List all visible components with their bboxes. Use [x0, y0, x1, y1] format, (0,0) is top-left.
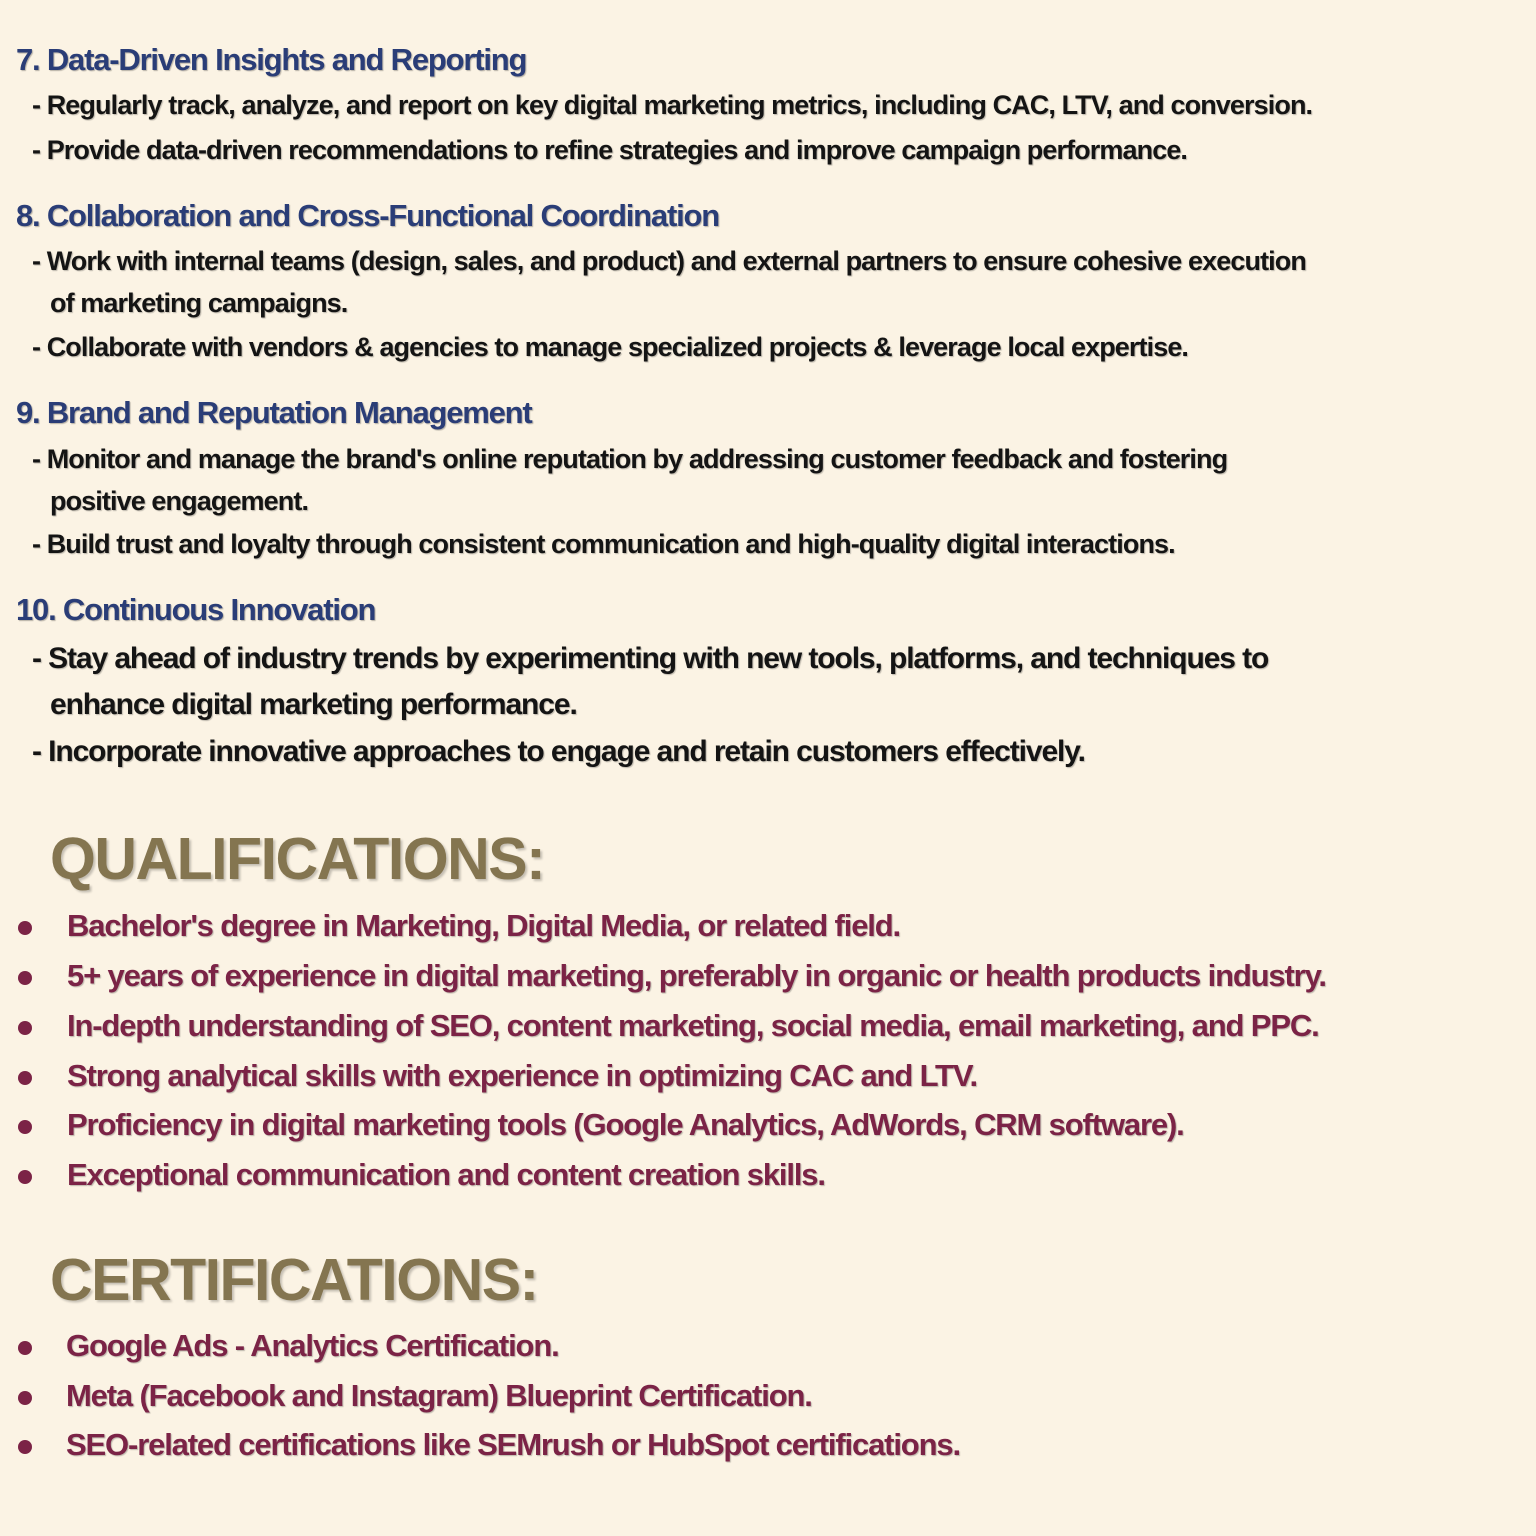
qualification-text: Proficiency in digital marketing tools (Google Analytics, AdWords, CRM software). — [67, 1107, 1184, 1142]
section-8-line-1: - Work with internal teams (design, sales, and product) and external partners to ensure cohesive execution — [32, 246, 1306, 276]
qualifications-heading: QUALIFICATIONS: — [50, 826, 545, 892]
qualification-text: Bachelor's degree in Marketing, Digital Media, or related field. — [67, 908, 900, 943]
section-10-title: 10. Continuous Innovation — [16, 592, 376, 627]
bullet-dot-icon — [18, 1170, 32, 1184]
section-10-line-1: - Stay ahead of industry trends by experimenting with new tools, platforms, and techniques to — [32, 642, 1269, 675]
section-8-title: 8. Collaboration and Cross-Functional Coordination — [16, 198, 719, 233]
section-8-line-3: - Collaborate with vendors & agencies to manage specialized projects & leverage local expertise. — [32, 332, 1189, 362]
bullet-dot-icon — [18, 1440, 32, 1454]
bullet-dot-icon — [18, 971, 32, 985]
certification-text: Meta (Facebook and Instagram) Blueprint Certification. — [66, 1378, 812, 1413]
bullet-dot-icon — [18, 1021, 32, 1035]
qualification-text: Exceptional communication and content creation skills. — [67, 1157, 825, 1192]
bullet-dot-icon — [18, 1120, 32, 1134]
bullet-dot-icon — [18, 1391, 32, 1405]
bullet-dot-icon — [18, 921, 32, 935]
section-7-line-2: - Provide data-driven recommendations to refine strategies and improve campaign performance. — [32, 135, 1188, 165]
certification-text: Google Ads - Analytics Certification. — [66, 1328, 559, 1363]
section-9-line-1: - Monitor and manage the brand's online reputation by addressing customer feedback and fostering — [32, 444, 1228, 474]
bullet-dot-icon — [18, 1341, 32, 1355]
section-9-title: 9. Brand and Reputation Management — [16, 395, 532, 430]
section-9-line-3: - Build trust and loyalty through consistent communication and high-quality digital interactions. — [32, 529, 1175, 559]
certification-text: SEO-related certifications like SEMrush or HubSpot certifications. — [66, 1427, 960, 1462]
section-10-line-3: - Incorporate innovative approaches to engage and retain customers effectively. — [32, 735, 1085, 768]
section-10-line-2: enhance digital marketing performance. — [50, 688, 577, 721]
certifications-heading: CERTIFICATIONS: — [50, 1247, 538, 1313]
bullet-dot-icon — [18, 1071, 32, 1085]
section-7-title: 7. Data-Driven Insights and Reporting — [16, 42, 527, 77]
qualification-text: Strong analytical skills with experience in optimizing CAC and LTV. — [67, 1058, 977, 1093]
section-9-line-2: positive engagement. — [50, 486, 309, 516]
section-8-line-2: of marketing campaigns. — [50, 288, 348, 318]
section-7-line-1: - Regularly track, analyze, and report on key digital marketing metrics, including CAC, LTV, and conversion. — [32, 90, 1313, 120]
qualification-text: 5+ years of experience in digital marketing, preferably in organic or health products industry. — [67, 958, 1326, 993]
qualification-text: In-depth understanding of SEO, content marketing, social media, email marketing, and PPC. — [67, 1008, 1319, 1043]
